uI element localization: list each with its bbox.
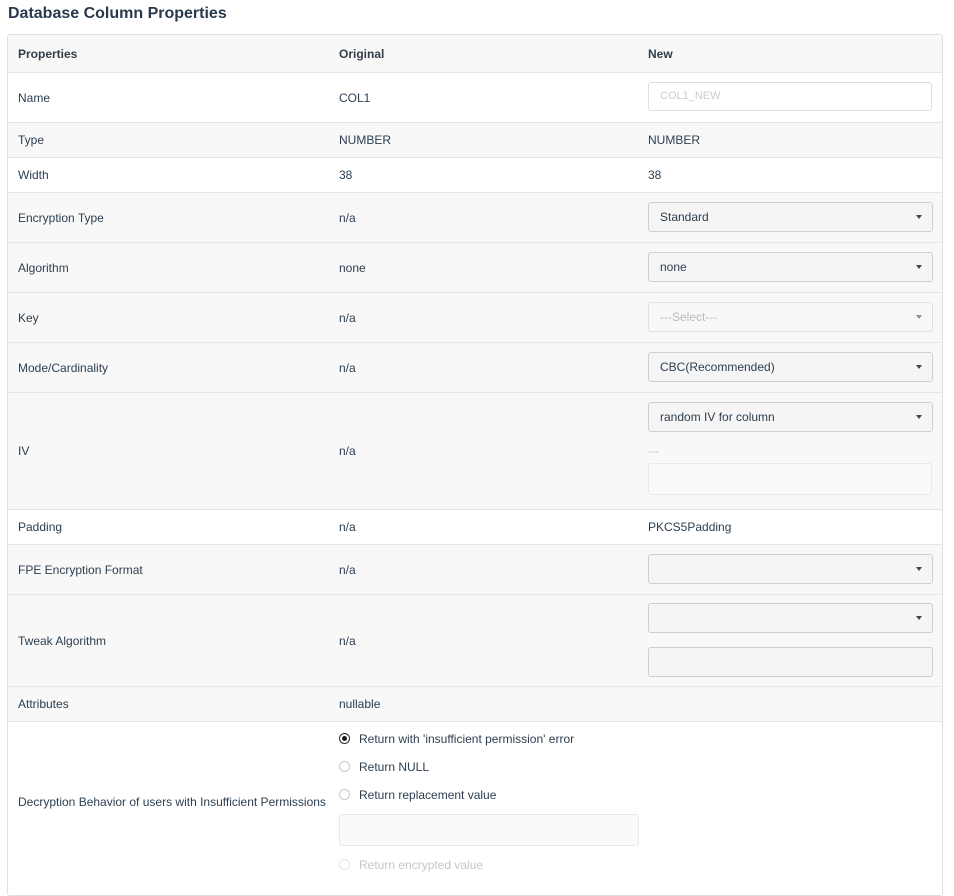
padding-label: Padding (18, 520, 63, 534)
tweak-algorithm-original: n/a (339, 633, 356, 648)
iv-select[interactable] (648, 402, 933, 432)
name-label: Name (18, 90, 51, 105)
row-key (8, 293, 942, 343)
row-attributes (8, 687, 942, 722)
row-name (8, 73, 942, 123)
width-new: 38 (648, 168, 662, 182)
chevron-down-icon (916, 315, 922, 319)
decryption-behavior-label: Decryption Behavior of users with Insufficient Permissions (18, 795, 326, 809)
type-original: NUMBER (339, 133, 392, 147)
algorithm-selected: none (660, 260, 687, 274)
encryption-type-label: Encryption Type (18, 210, 104, 225)
algorithm-select[interactable] (648, 252, 933, 282)
radio-button[interactable] (339, 789, 350, 800)
attributes-original: nullable (339, 697, 381, 711)
mode-original: n/a (339, 360, 356, 375)
key-label: Key (18, 310, 39, 325)
padding-original: n/a (339, 520, 356, 534)
header-new: New (648, 46, 673, 61)
name-new-input[interactable] (648, 82, 932, 111)
row-type (8, 123, 942, 158)
mode-select[interactable] (648, 352, 933, 382)
tweak-algorithm-select[interactable] (648, 603, 933, 633)
chevron-down-icon (916, 215, 922, 219)
encryption-type-select[interactable] (648, 202, 933, 232)
chevron-down-icon (916, 616, 922, 620)
radio-option-label: Return encrypted value (359, 858, 484, 872)
width-label: Width (18, 168, 49, 182)
iv-placeholder: --- (648, 446, 659, 458)
row-algorithm (8, 243, 942, 293)
iv-selected: random IV for column (660, 410, 775, 424)
width-original: 38 (339, 168, 353, 182)
radio-button-checked[interactable] (339, 733, 350, 744)
fpe-format-select[interactable] (648, 554, 933, 584)
table-header-row (8, 35, 942, 73)
key-selected: ---Select--- (660, 310, 718, 324)
type-new: NUMBER (648, 133, 701, 147)
attributes-label: Attributes (18, 697, 69, 711)
radio-button-disabled[interactable] (339, 859, 350, 870)
encryption-type-original: n/a (339, 210, 356, 225)
iv-input[interactable] (648, 463, 932, 495)
chevron-down-icon (916, 415, 922, 419)
row-tweak-algorithm (8, 595, 942, 687)
fpe-format-original: n/a (339, 562, 356, 577)
radio-button[interactable] (339, 761, 350, 772)
page-title: Database Column Properties (8, 5, 227, 22)
row-decryption-behavior (8, 722, 942, 895)
radio-option-label: Return replacement value (359, 788, 497, 802)
name-new-placeholder: COL1_NEW (660, 90, 721, 102)
row-width (8, 158, 942, 193)
replacement-value-input[interactable] (339, 814, 639, 846)
name-original: COL1 (339, 90, 371, 105)
row-encryption-type (8, 193, 942, 243)
tweak-algorithm-input[interactable] (648, 647, 933, 677)
row-fpe-format (8, 545, 942, 595)
fpe-format-label: FPE Encryption Format (18, 562, 143, 577)
algorithm-original: none (339, 260, 366, 275)
tweak-algorithm-label: Tweak Algorithm (18, 633, 107, 648)
header-properties: Properties (18, 46, 78, 61)
chevron-down-icon (916, 567, 922, 571)
row-padding (8, 510, 942, 545)
row-mode-cardinality (8, 343, 942, 393)
radio-option-label: Return with 'insufficient permission' error (359, 732, 575, 746)
iv-label: IV (18, 444, 30, 458)
chevron-down-icon (916, 365, 922, 369)
algorithm-label: Algorithm (18, 260, 69, 275)
padding-new: PKCS5Padding (648, 520, 732, 534)
row-iv (8, 393, 942, 510)
column-properties-table (7, 34, 943, 896)
encryption-type-selected: Standard (660, 210, 709, 224)
mode-label: Mode/Cardinality (18, 360, 109, 375)
key-original: n/a (339, 310, 356, 325)
header-original: Original (339, 46, 385, 61)
mode-selected: CBC(Recommended) (660, 360, 775, 374)
chevron-down-icon (916, 265, 922, 269)
key-select[interactable] (648, 302, 933, 332)
iv-original: n/a (339, 444, 356, 458)
radio-option-label: Return NULL (359, 760, 430, 774)
type-label: Type (18, 133, 45, 147)
